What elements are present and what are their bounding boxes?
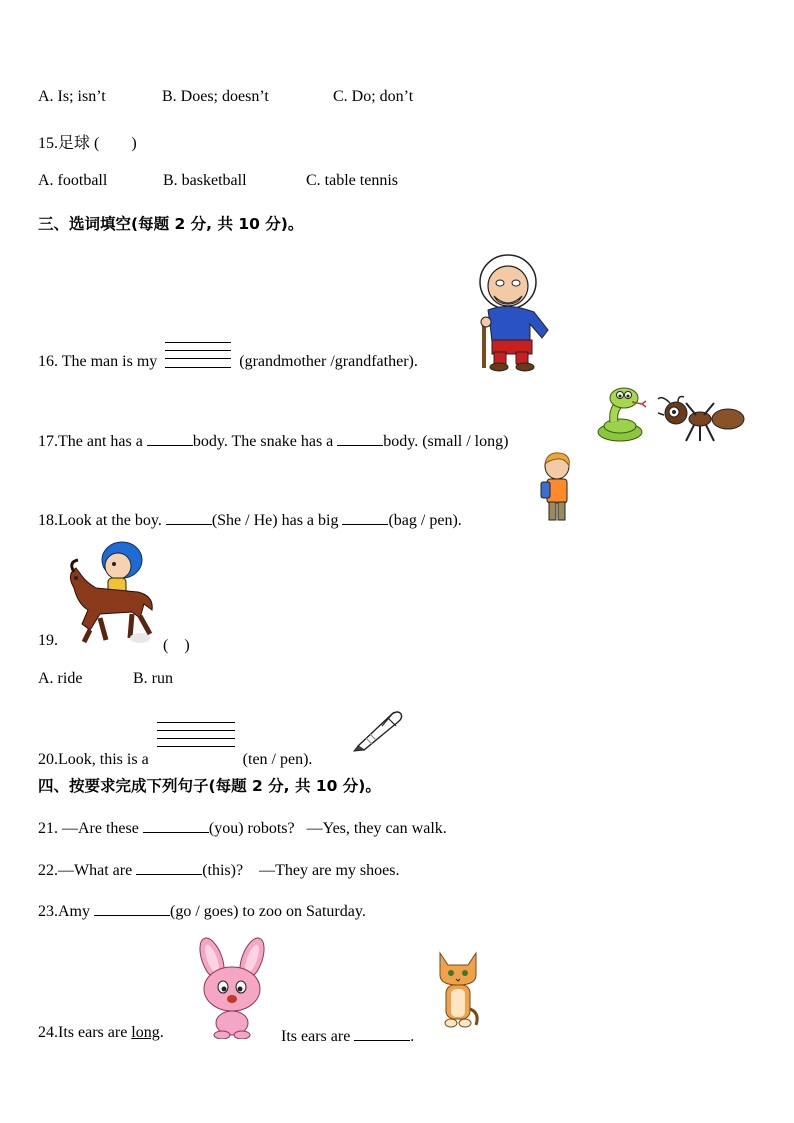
old-man-illustration [472, 252, 554, 372]
q21-text-2: (you) robots? [208, 820, 295, 837]
q19-number: 19. [38, 632, 58, 649]
q20-text-before: Look, this is a [58, 751, 149, 768]
pen-illustration [352, 708, 404, 752]
q18-text-1: Look at the boy. [58, 512, 162, 529]
q15-stem: 15.足球 ( ) [38, 135, 137, 152]
q16-number: 16. [38, 353, 58, 370]
q22-line [38, 858, 399, 880]
q16-text-before: The man is my [61, 353, 158, 370]
boy-riding-horse-illustration [60, 538, 158, 646]
q24-line [38, 1024, 164, 1042]
q21-line [38, 816, 447, 838]
q18-text-3: (bag / pen). [388, 512, 462, 529]
q16-answer-blank[interactable] [165, 338, 231, 368]
q22-text-1: —What are [58, 862, 133, 879]
q15-option-c: C. table tennis [306, 172, 398, 189]
q22-text-3: —They are my shoes. [259, 862, 400, 879]
cat-illustration [434, 949, 482, 1033]
q24-text-3: Its ears are [281, 1028, 351, 1045]
q22-blank[interactable] [136, 858, 202, 875]
q17-blank-2[interactable] [337, 429, 383, 446]
q21-number: 21. [38, 820, 58, 837]
q23-number: 23. [38, 903, 58, 920]
q20-number: 20. [38, 751, 58, 768]
q18-blank-2[interactable] [342, 508, 388, 525]
q20-text-after: (ten / pen). [242, 751, 313, 768]
q24-second-line [281, 1024, 414, 1046]
q18-number: 18. [38, 512, 58, 529]
q17-text-1: The ant has a [58, 433, 143, 450]
q21-text-1: —Are these [62, 820, 139, 837]
section3-heading: 三、选词填空(每题 2 分, 共 10 分)。 [38, 215, 304, 233]
ant-illustration [656, 395, 748, 443]
snake-illustration [594, 386, 650, 444]
q20-answer-blank[interactable] [157, 736, 235, 766]
q21-text-3: —Yes, they can walk. [306, 820, 447, 837]
q18-line [38, 508, 462, 530]
q24-number: 24. [38, 1024, 58, 1041]
q22-text-2: (this)? [202, 862, 244, 879]
q19-option-b: B. run [133, 670, 173, 687]
q24-text-2: . [159, 1024, 164, 1041]
q22-number: 22. [38, 862, 58, 879]
q17-text-3: body. (small / long) [383, 433, 509, 450]
boy-with-bag-illustration [537, 452, 577, 524]
q15-option-b: B. basketball [163, 172, 247, 189]
q24-text-4: . [410, 1028, 415, 1045]
q18-text-2: (She / He) has a big [211, 512, 339, 529]
q15-option-a: A. football [38, 172, 108, 189]
q17-blank-1[interactable] [147, 429, 193, 446]
q24-underlined-word: long [131, 1024, 160, 1041]
q16-text-after: (grandmother /grandfather). [239, 353, 418, 370]
q14-option-b: B. Does; doesn’t [162, 88, 269, 105]
q17-line [38, 429, 508, 451]
q14-option-a: A. Is; isn’t [38, 88, 106, 105]
q16-line [38, 338, 418, 371]
q23-text-1: Amy [58, 903, 90, 920]
q18-blank-1[interactable] [166, 508, 212, 525]
q14-option-c: C. Do; don’t [333, 88, 414, 105]
section4-heading: 四、按要求完成下列句子(每题 2 分, 共 10 分)。 [38, 777, 381, 795]
q24-blank[interactable] [354, 1024, 410, 1041]
q24-text-1: Its ears are [58, 1024, 128, 1041]
q17-text-2: body. The snake has a [192, 433, 334, 450]
q17-number: 17. [38, 433, 58, 450]
q21-blank[interactable] [143, 816, 209, 833]
q23-line [38, 899, 366, 921]
q19-option-a: A. ride [38, 670, 83, 687]
rabbit-illustration [190, 937, 274, 1039]
q19-answer-bracket[interactable]: ( ) [163, 637, 190, 654]
q23-text-2: (go / goes) to zoo on Saturday. [170, 903, 366, 920]
q23-blank[interactable] [94, 899, 170, 916]
q20-line [38, 736, 312, 769]
